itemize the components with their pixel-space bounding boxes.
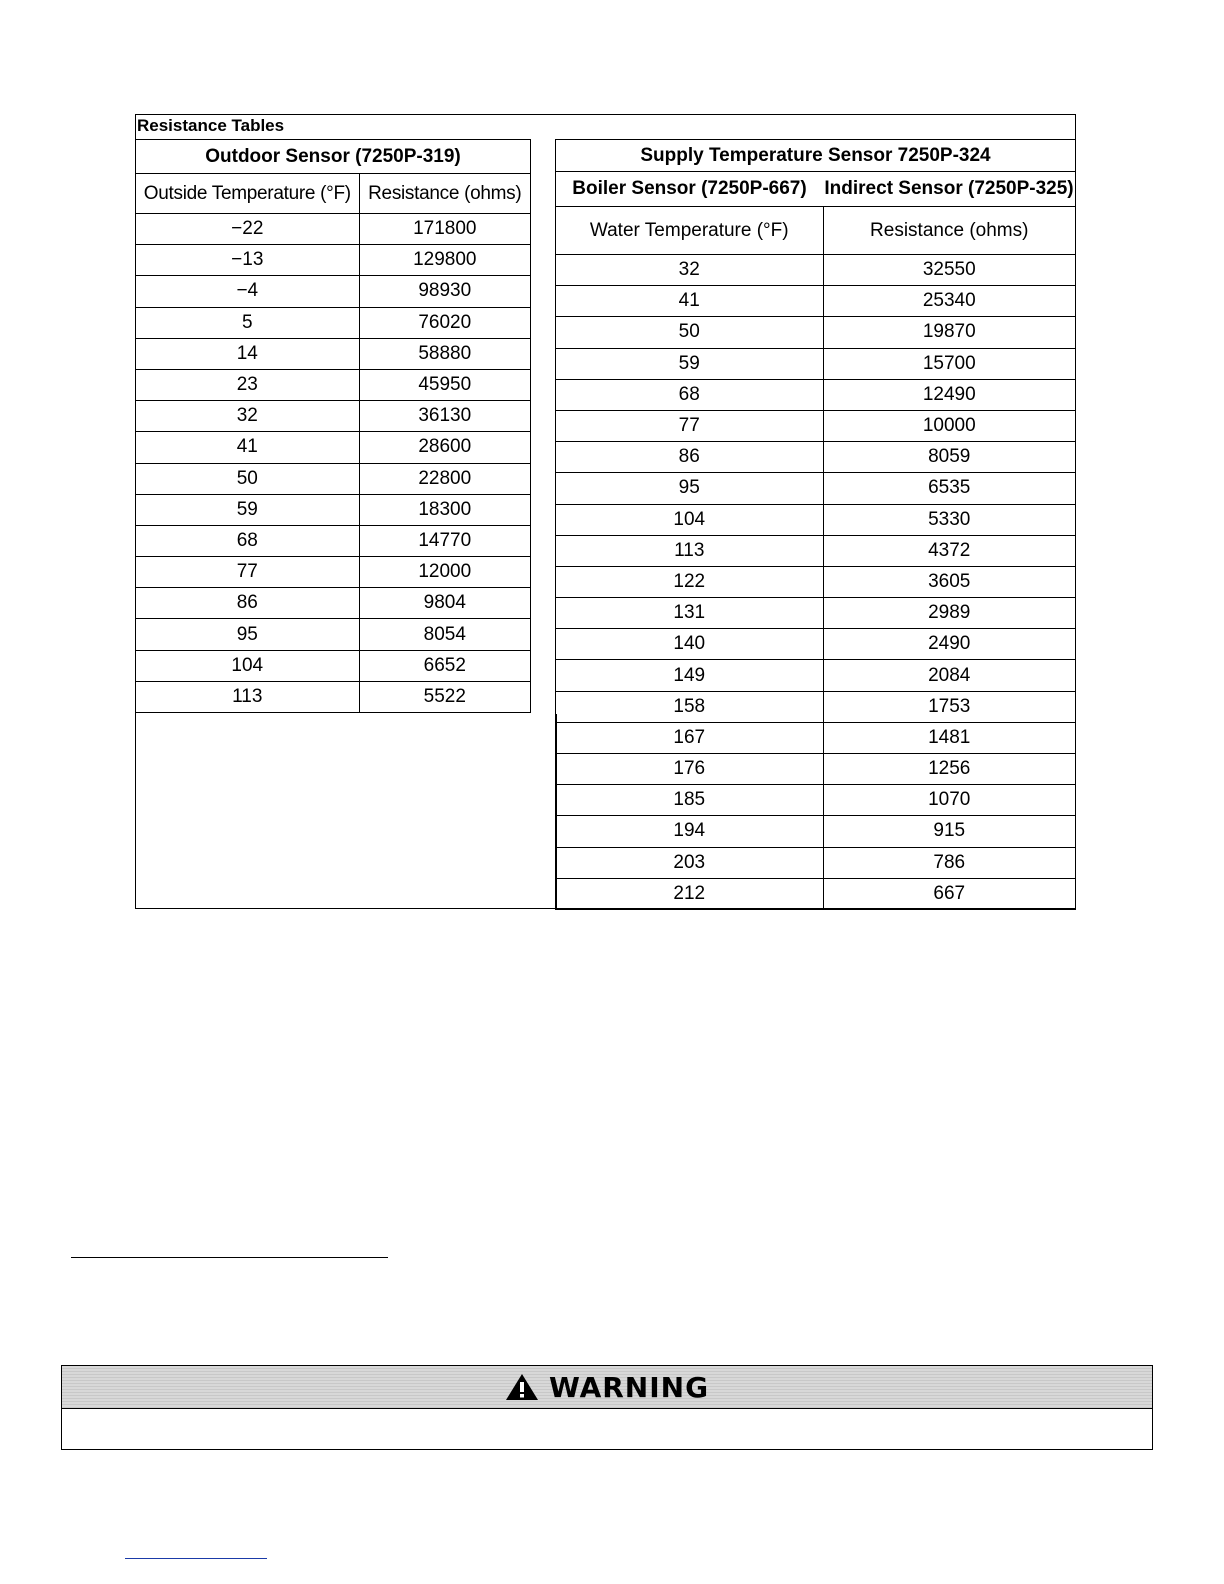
resistance-cell: 25340: [823, 286, 1076, 317]
resistance-cell: 6535: [823, 473, 1076, 504]
temperature-cell: 203: [556, 847, 824, 878]
table-row: [136, 432, 531, 463]
table-row: [136, 681, 531, 712]
temperature-cell: 104: [556, 504, 824, 535]
table-row: [136, 307, 531, 338]
temperature-cell: −13: [136, 245, 360, 276]
table-row: [556, 598, 1076, 629]
resistance-cell: 45950: [359, 369, 530, 400]
resistance-cell: 98930: [359, 276, 530, 307]
warning-header: [62, 1366, 1152, 1409]
resistance-cell: 58880: [359, 338, 530, 369]
table-row: [136, 588, 531, 619]
temperature-cell: 113: [556, 535, 824, 566]
supply-col-res: Resistance (ohms): [823, 207, 1076, 255]
table-row: [556, 255, 1076, 286]
resistance-cell: 22800: [359, 463, 530, 494]
temperature-cell: 86: [136, 588, 360, 619]
frame-title: Resistance Tables: [137, 116, 285, 135]
temperature-cell: 59: [136, 494, 360, 525]
resistance-cell: 9804: [359, 588, 530, 619]
temperature-cell: 86: [556, 442, 824, 473]
indirect-sensor-label: Indirect Sensor (7250P-325): [823, 172, 1076, 207]
resistance-cell: 915: [823, 816, 1076, 847]
resistance-cell: 10000: [823, 410, 1076, 441]
resistance-cell: 1753: [823, 691, 1076, 722]
temperature-cell: 41: [136, 432, 360, 463]
resistance-cell: 12490: [823, 379, 1076, 410]
temperature-cell: 32: [136, 401, 360, 432]
warning-triangle-icon: [505, 1373, 539, 1401]
page-link-underline[interactable]: [125, 1558, 267, 1559]
temperature-cell: 50: [556, 317, 824, 348]
temperature-cell: 50: [136, 463, 360, 494]
temperature-cell: 167: [556, 722, 824, 753]
temperature-cell: 23: [136, 369, 360, 400]
footnote-rule: [71, 1257, 388, 1258]
table-row: [556, 629, 1076, 660]
supply-col-temp: Water Temperature (°F): [556, 207, 824, 255]
resistance-cell: 4372: [823, 535, 1076, 566]
table-row: [556, 816, 1076, 847]
temperature-cell: 122: [556, 566, 824, 597]
resistance-cell: 28600: [359, 432, 530, 463]
table-row: [136, 401, 531, 432]
temperature-cell: 176: [556, 754, 824, 785]
boiler-sensor-label: Boiler Sensor (7250P-667): [556, 172, 824, 207]
table-row: [136, 557, 531, 588]
resistance-cell: 1256: [823, 754, 1076, 785]
resistance-cell: 6652: [359, 650, 530, 681]
table-row: [556, 878, 1076, 909]
resistance-cell: 36130: [359, 401, 530, 432]
resistance-cell: 667: [823, 878, 1076, 909]
table-row: [556, 410, 1076, 441]
temperature-cell: 77: [136, 557, 360, 588]
temperature-cell: 194: [556, 816, 824, 847]
outdoor-col-res: Resistance (ohms): [359, 174, 530, 214]
outdoor-col-temp: Outside Temperature (°F): [136, 174, 360, 214]
outdoor-sensor-table: [135, 139, 531, 713]
temperature-cell: 5: [136, 307, 360, 338]
temperature-cell: 149: [556, 660, 824, 691]
temperature-cell: 41: [556, 286, 824, 317]
table-row: [136, 463, 531, 494]
resistance-cell: 3605: [823, 566, 1076, 597]
table-row: [556, 535, 1076, 566]
table-row: [556, 722, 1076, 753]
resistance-cell: 8054: [359, 619, 530, 650]
table-row: [556, 847, 1076, 878]
table-row: [556, 286, 1076, 317]
table-row: [556, 785, 1076, 816]
temperature-cell: 14: [136, 338, 360, 369]
table-row: [556, 317, 1076, 348]
temperature-cell: 59: [556, 348, 824, 379]
resistance-cell: 18300: [359, 494, 530, 525]
warning-box: [61, 1365, 1153, 1450]
temperature-cell: 104: [136, 650, 360, 681]
table-row: [136, 214, 531, 245]
temperature-cell: 185: [556, 785, 824, 816]
temperature-cell: 212: [556, 878, 824, 909]
resistance-cell: 14770: [359, 525, 530, 556]
table-row: [556, 691, 1076, 722]
table-row: [556, 348, 1076, 379]
table-row: [136, 369, 531, 400]
resistance-cell: 15700: [823, 348, 1076, 379]
temperature-cell: 131: [556, 598, 824, 629]
outdoor-table-title: Outdoor Sensor (7250P-319): [136, 140, 531, 174]
table-row: [556, 504, 1076, 535]
resistance-cell: 129800: [359, 245, 530, 276]
table-row: [556, 754, 1076, 785]
table-row: [136, 525, 531, 556]
temperature-cell: 68: [556, 379, 824, 410]
resistance-cell: 1070: [823, 785, 1076, 816]
table-row: [136, 494, 531, 525]
resistance-cell: 76020: [359, 307, 530, 338]
resistance-cell: 32550: [823, 255, 1076, 286]
temperature-cell: −22: [136, 214, 360, 245]
table-row: [136, 276, 531, 307]
resistance-cell: 786: [823, 847, 1076, 878]
temperature-cell: 113: [136, 681, 360, 712]
temperature-cell: 158: [556, 691, 824, 722]
temperature-cell: 95: [136, 619, 360, 650]
resistance-cell: 1481: [823, 722, 1076, 753]
resistance-cell: 171800: [359, 214, 530, 245]
resistance-cell: 12000: [359, 557, 530, 588]
warning-label: WARNING: [548, 1370, 710, 1404]
table-row: [136, 245, 531, 276]
table-row: [556, 379, 1076, 410]
temperature-cell: −4: [136, 276, 360, 307]
table-row: [556, 566, 1076, 597]
resistance-cell: 5330: [823, 504, 1076, 535]
temperature-cell: 95: [556, 473, 824, 504]
temperature-cell: 68: [136, 525, 360, 556]
resistance-cell: 2084: [823, 660, 1076, 691]
resistance-cell: 8059: [823, 442, 1076, 473]
table-row: [556, 473, 1076, 504]
resistance-cell: 2490: [823, 629, 1076, 660]
temperature-cell: 77: [556, 410, 824, 441]
table-row: [556, 660, 1076, 691]
supply-sensor-table: [555, 139, 1076, 910]
table-row: [136, 619, 531, 650]
table-row: [556, 442, 1076, 473]
table-row: [136, 650, 531, 681]
temperature-cell: 140: [556, 629, 824, 660]
temperature-cell: 32: [556, 255, 824, 286]
table-row: [136, 338, 531, 369]
resistance-cell: 2989: [823, 598, 1076, 629]
resistance-cell: 5522: [359, 681, 530, 712]
resistance-cell: 19870: [823, 317, 1076, 348]
supply-table-title: Supply Temperature Sensor 7250P-324: [556, 140, 1076, 172]
